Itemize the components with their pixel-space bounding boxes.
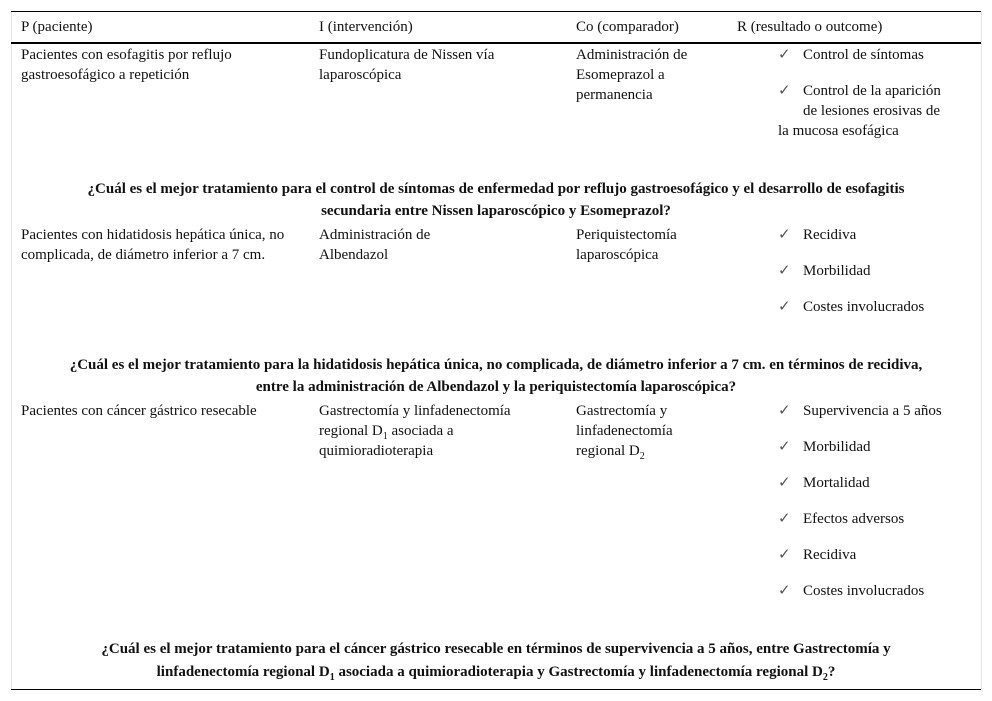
check-icon: ✓ — [778, 547, 791, 563]
outcome-item: ✓ Control de síntomas — [778, 47, 924, 63]
header-p: P (paciente) — [21, 19, 93, 35]
check-icon: ✓ — [778, 583, 791, 599]
top-rule — [11, 11, 981, 12]
check-icon: ✓ — [778, 47, 791, 63]
check-icon: ✓ — [778, 227, 791, 243]
check-icon: ✓ — [778, 299, 791, 315]
cell-i: Gastrectomía y linfadenectomía regional $D_1$ asociada a quimioradioterapia — [319, 403, 511, 459]
outcome-item: ✓ Morbilidad — [778, 263, 871, 279]
header-i: I (intervención) — [319, 19, 413, 35]
outcome-item: ✓ Costes involucrados — [778, 583, 925, 599]
outcome-item: ✓ Supervivencia a 5 años — [778, 403, 942, 419]
research-question: ¿Cuál es el mejor tratamiento para el control de síntomas de enfermedad por reflujo gastroesofágico y el desarrollo de esofagitis secundaria entre Nissen laparoscópico y Esomeprazol? — [87, 181, 905, 219]
cell-i: Fundoplicatura de Nissen vía laparoscópica — [319, 47, 495, 83]
cell-p: Pacientes con esofagitis por reflujo gastroesofágico a repetición — [21, 47, 232, 83]
research-question: ¿Cuál es el mejor tratamiento para el cáncer gástrico resecable en términos de supervivencia a 5 años, entre Gastrectomía y linfadenectomía regional $D_1$ asociada a quimioradioterapia y Gastrectomía y linfadenectomía regional $D_2$? — [101, 641, 891, 683]
cell-co: Periquistectomía laparoscópica — [576, 227, 677, 263]
bottom-rule — [11, 689, 981, 690]
header-rule — [11, 42, 981, 44]
check-icon: ✓ — [778, 511, 791, 527]
cell-p: Pacientes con hidatidosis hepática única, no complicada, de diámetro inferior a 7 cm. — [21, 227, 285, 263]
outcome-item: ✓ Efectos adversos — [778, 511, 905, 527]
cell-i: Administración de Albendazol — [319, 227, 431, 263]
cell-co: Administración de Esomeprazol a permanencia — [576, 47, 688, 103]
check-icon: ✓ — [778, 439, 791, 455]
outcome-item: ✓ Costes involucrados — [778, 299, 925, 315]
cell-co: Gastrectomía y linfadenectomía regional $D_2$ — [576, 403, 673, 462]
header-co: Co (comparador) — [576, 19, 679, 35]
header-r: R (resultado o outcome) — [737, 19, 883, 35]
research-question: ¿Cuál es el mejor tratamiento para la hidatidosis hepática única, no complicada, de diámetro inferior a 7 cm. en términos de recidiva, entre la administración de Albendazol y la periquistectomía laparoscópica? — [69, 357, 923, 395]
outcome-item: ✓ Control de la aparición de lesiones erosivas de — [778, 83, 941, 119]
outcome-item: ✓ Recidiva — [778, 227, 857, 243]
check-icon: ✓ — [778, 403, 791, 419]
outcome-continuation: la mucosa esofágica — [778, 123, 899, 139]
outcome-item: ✓ Recidiva — [778, 547, 857, 563]
outcome-item: ✓ Mortalidad — [778, 475, 870, 491]
check-icon: ✓ — [778, 83, 791, 99]
check-icon: ✓ — [778, 475, 791, 491]
outcome-item: ✓ Morbilidad — [778, 439, 871, 455]
cell-p: Pacientes con cáncer gástrico resecable — [21, 403, 257, 419]
check-icon: ✓ — [778, 263, 791, 279]
